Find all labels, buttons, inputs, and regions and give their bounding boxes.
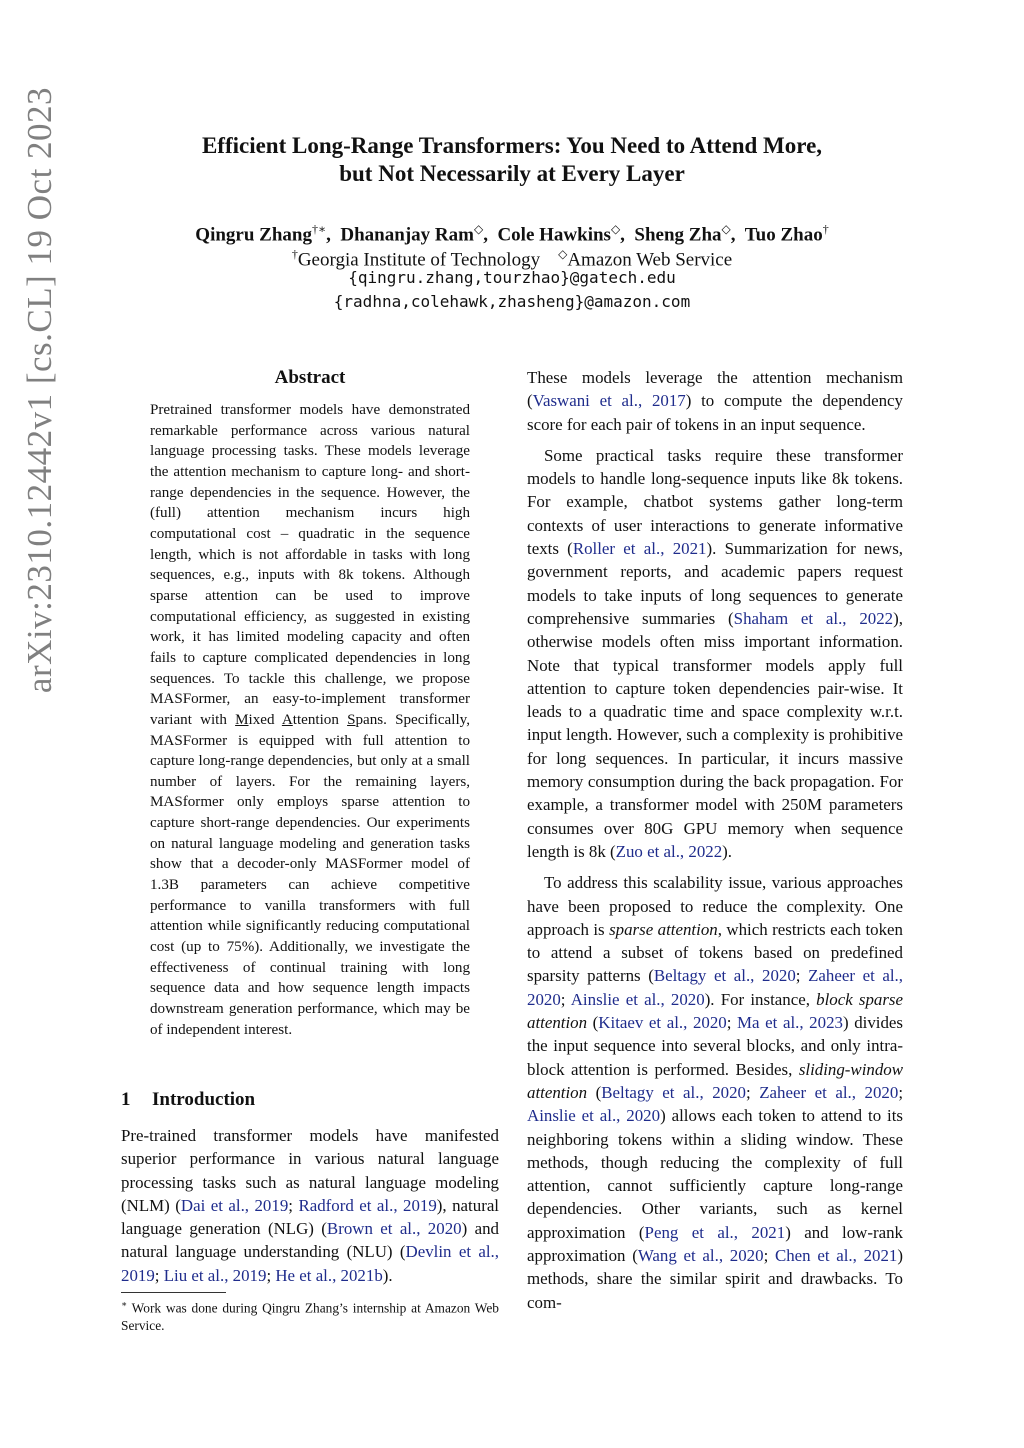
affiliation-mark: ◇ (558, 247, 568, 261)
email-amazon: {radhna,colehawk,zhasheng}@amazon.com (333, 292, 691, 311)
author-name: Sheng Zha (634, 224, 722, 246)
author-name: Qingru Zhang (195, 224, 312, 246)
citation-link[interactable]: Vaswani et al., 2017 (532, 391, 686, 411)
citation-link[interactable]: Zuo et al., 2022 (615, 841, 723, 861)
paragraph: Some practical tasks require these transformer models to handle long-sequence inputs like 8k tokens. For example, chatbot systems gather long-term contexts of user interactions to generate informative texts (Roller et al., 2021). Summarization for news, government reports, and academic papers request models to take inputs of long sequences to generate comprehensive summaries (Shaham et al., 2022), otherwise models often miss important information. Note that typical transformer models apply full attention to capture token dependencies pair-wise. It leads to a quadratic time and space complexity w.r.t. input length. However, such a complexity is prohibitive for long sequences. In particular, it incurs massive memory consumption during the back propagation. For example, a transformer model with 250M parameters consumes over 80G GPU memory when sequence length is 8k (Zuo et al., 2022). (527, 445, 904, 861)
citation-link[interactable]: He et al., 2021b (275, 1265, 383, 1285)
arxiv-identifier: arXiv:2310.12442v1 [cs.CL] 19 Oct 2023 (20, 86, 59, 694)
paper-title (120, 132, 904, 188)
author-mark: ◇ (473, 222, 484, 236)
author-name: Tuo Zhao (744, 224, 823, 246)
author-list: Qingru Zhang†∗, Dhananjay Ram◇, Cole Hawkins◇, Sheng Zha◇, Tuo Zhao† (195, 222, 829, 246)
title-line-2: but Not Necessarily at Every Layer (339, 161, 685, 186)
author-mark: † (822, 222, 829, 236)
citation-link[interactable]: Beltagy et al., 2020 (601, 1082, 746, 1102)
citation-link[interactable]: Ainslie et al., 2020 (527, 1106, 661, 1126)
citation-link[interactable]: Dai et al., 2019 (180, 1195, 289, 1215)
citation-link[interactable]: Beltagy et al., 2020 (653, 966, 796, 986)
citation-link[interactable]: Zaheer et al., 2020 (527, 966, 903, 1009)
citation-link[interactable]: Peng et al., 2021 (644, 1222, 786, 1242)
abstract-body: Pretrained transformer models have demonstrated remarkable performance across various natural language processing tasks. These models leverage the attention mechanism to capture long- and short-range dependencies in the sequence. However, the (full) attention mechanism incurs high computational cost – quadratic in the sequence length, which is not affordable in tasks with long sequences, e.g., inputs with 8k tokens. Although sparse attention can be used to improve computational efficiency, as suggested in existing work, it has limited modeling capacity and often fails to capture complicated dependencies in long sequences. To tackle this challenge, we propose MASFormer, an easy-to-implement transformer variant with Mixed Attention Spans. Specifically, MASFormer is equipped with full attention to capture long-range dependencies, but only at a small number of layers. For the remaining layers, MASformer only employs sparse attention to capture short-range dependencies. Our experiments on natural language modeling and generation tasks show that a decoder-only MASFormer model of 1.3B parameters can achieve competitive performance to vanilla transformers with full attention while significantly reducing computational cost (up to 75%). Additionally, we investigate the effectiveness of continual training with long sequence data and how sequence length impacts downstream generation performance, which may be of independent interest. (150, 402, 470, 1038)
title-line-1: Efficient Long-Range Transformers: You Need to Attend More, (201, 133, 823, 158)
affiliation-mark: † (291, 247, 298, 261)
author-mark: †∗ (311, 222, 327, 236)
author-name: Cole Hawkins (497, 224, 611, 246)
affiliation-georgia-tech: Georgia Institute of Technology (297, 249, 541, 271)
citation-link[interactable]: Roller et al., 2021 (572, 539, 707, 559)
footnote-rule (121, 1292, 226, 1293)
paragraph: To address this scalability issue, various approaches have been proposed to reduce the complexity. One approach is sparse attention, which restricts each token to attend a subset of tokens based on predefined sparsity patterns (Beltagy et al., 2020; Zaheer et al., 2020; Ainslie et al., 2020). For instance, block sparse attention (Kitaev et al., 2020; Ma et al., 2023) divides the input sequence into several blocks, and only intra-block attention is performed. Besides, sliding-window attention (Beltagy et al., 2020; Zaheer et al., 2020; Ainslie et al., 2020) allows each token to attend to its neighboring tokens within a sliding window. These methods, though reducing the complexity of full attention, cannot sufficiently capture long-range dependencies. Other variants, such as kernel approximation (Peng et al., 2021) and low-rank approximation (Wang et al., 2020; Chen et al., 2021) methods, share the similar spirit and drawbacks. To com- (527, 873, 904, 1312)
citation-link[interactable]: Wang et al., 2020 (637, 1245, 764, 1265)
footnote: ∗ Work was done during Qingru Zhang’s internship at Amazon Web Service. (121, 1299, 499, 1334)
author-mark: ◇ (610, 222, 621, 236)
paragraph: These models leverage the attention mechanism (Vaswani et al., 2017) to compute the dependency score for each pair of tokens in an input sequence. (527, 368, 903, 434)
citation-link[interactable]: Ainslie et al., 2020 (570, 989, 705, 1009)
citation-link[interactable]: Chen et al., 2021 (774, 1245, 898, 1265)
email-gatech: {qingru.zhang,tourzhao}@gatech.edu (348, 268, 676, 287)
citation-link[interactable]: Kitaev et al., 2020 (598, 1013, 727, 1033)
intro-right-column (527, 366, 903, 1322)
author-name: Dhananjay Ram (340, 224, 474, 246)
citation-link[interactable]: Liu et al., 2019 (163, 1265, 267, 1285)
citation-link[interactable]: Zaheer et al., 2020 (759, 1082, 899, 1102)
citation-link[interactable]: Brown et al., 2020 (326, 1219, 462, 1239)
citation-link[interactable]: Ma et al., 2023 (737, 1013, 843, 1033)
section-heading-introduction: 1 Introduction (121, 1089, 256, 1110)
citation-link[interactable]: Shaham et al., 2022 (733, 608, 894, 628)
intro-paragraph-left: Pre-trained transformer models have manifested superior performance in various natural language processing tasks such as natural language modeling (NLM) (Dai et al., 2019; Radford et al., 2019), natural language generation (NLG) (Brown et al., 2020) and natural language understanding (NLU) (Devlin et al., 2019; Liu et al., 2019; He et al., 2021b). (121, 1126, 500, 1285)
abstract-heading: Abstract (274, 367, 346, 388)
citation-link[interactable]: Devlin et al., 2019 (121, 1242, 499, 1285)
author-mark: ◇ (721, 222, 731, 236)
citation-link[interactable]: Radford et al., 2019 (298, 1195, 437, 1215)
affiliation-amazon: Amazon Web Service (567, 249, 733, 271)
